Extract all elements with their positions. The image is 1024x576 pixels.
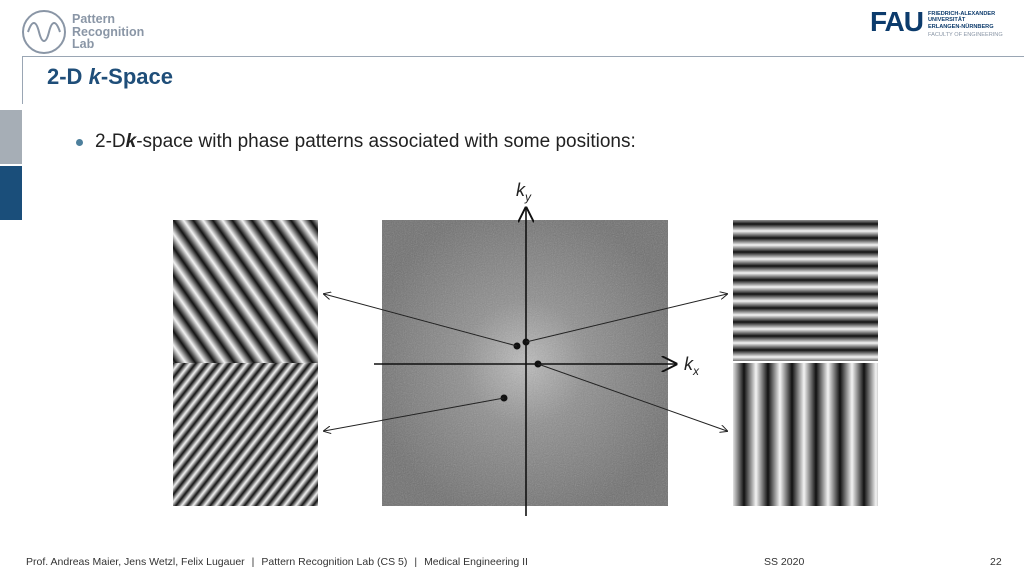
vertical-stripes-pattern bbox=[733, 363, 878, 506]
ky-label: $k_y$ bbox=[516, 180, 531, 204]
footer bbox=[26, 556, 528, 568]
title-suffix: -Space bbox=[100, 64, 173, 89]
footer-sep-2: | bbox=[414, 556, 418, 568]
title-prefix: 2-D bbox=[47, 64, 89, 89]
diagonal-pattern-bottom-left bbox=[173, 363, 318, 506]
bullet-k: k bbox=[125, 131, 137, 152]
title-k: k bbox=[88, 64, 101, 89]
fau-line-1: FRIEDRICH-ALEXANDER bbox=[928, 11, 996, 17]
horizontal-stripes-pattern bbox=[733, 220, 878, 361]
k-space-image bbox=[382, 220, 668, 506]
fau-letters: FAU bbox=[870, 6, 923, 37]
footer-page-number: 22 bbox=[990, 556, 1002, 568]
footer-course: Medical Engineering II bbox=[424, 556, 528, 568]
fau-line-2: UNIVERSITÄT bbox=[928, 17, 966, 24]
kx-label: $k_x$ bbox=[684, 354, 699, 378]
diagonal-pattern-top-left bbox=[173, 220, 318, 363]
logo-line-3: Lab bbox=[72, 37, 95, 52]
footer-lab: Pattern Recognition Lab (CS 5) bbox=[261, 556, 408, 568]
logo-line-2: Recognition bbox=[72, 24, 145, 39]
fau-faculty: FACULTY OF ENGINEERING bbox=[928, 32, 1003, 39]
bullet-suffix: -space with phase patterns associated with some positions: bbox=[136, 131, 636, 152]
bullet-prefix: 2-D bbox=[95, 131, 126, 152]
footer-sep-1: | bbox=[251, 556, 255, 568]
fau-line-3: ERLANGEN-NÜRNBERG bbox=[928, 23, 994, 30]
footer-authors: Prof. Andreas Maier, Jens Wetzl, Felix Lugauer bbox=[26, 556, 245, 568]
footer-semester: SS 2020 bbox=[764, 556, 805, 568]
logo-line-1: Pattern bbox=[72, 12, 116, 27]
